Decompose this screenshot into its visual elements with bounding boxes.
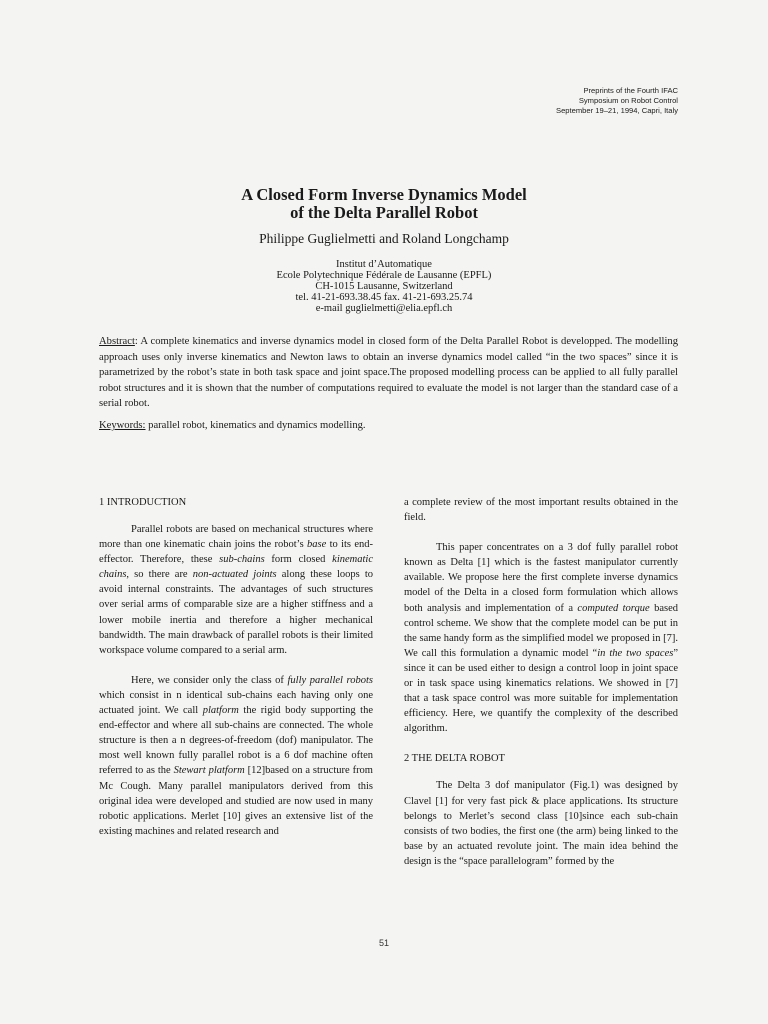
affiliation-line-3: CH-1015 Lausanne, Switzerland bbox=[315, 281, 453, 292]
keywords-label: Keywords: bbox=[99, 420, 146, 431]
intro-paragraph-3: This paper concentrates on a 3 dof fully parallel robot known as Delta [1] which is the fastest manipulator currently available. We propose here the first complete inverse dynamics model of the Delta in a closed form formulation which allows both analysis and implementation of a computed torque based control scheme. We show that the complete model can be put in the same handy form as the simplified model we proposed in [7]. We call this formulation a dynamic model “in the two spaces” since it can be used either to design a control loop in joint space or in task space using kinematics relations. We showed in [7] that a task space control was more suitable for implementation efficiency. Here, we quantify the complexity of the described algorithm. bbox=[404, 542, 678, 735]
intro-paragraph-2: Here, we consider only the class of fully parallel robots which consist in n identical sub-chains each having only one actuated joint. We call platform the rigid body supporting the end-effector and where all sub-chains are connected. The whole structure is then a n degrees-of-freedom (dof) manipulator. The most well known fully parallel robot is a 6 dof machine often referred to as the Stewart platform [12]based on a structure from Mc Cough. Many parallel manipulators derived from this original idea were developed and studied are now used in many robotic applications. Merlet [10] gives an extensive list of the existing machines and related research and bbox=[99, 674, 373, 837]
section-2-heading: 2 THE DELTA ROBOT bbox=[404, 753, 505, 765]
right-column bbox=[404, 495, 678, 869]
preprint-line-2: Symposium on Robot Control bbox=[578, 96, 678, 105]
keywords-text: parallel robot, kinematics and dynamics modelling. bbox=[145, 420, 366, 431]
delta-paragraph-1: The Delta 3 dof manipulator (Fig.1) was designed by Clavel [1] for very fast pick & place applications. Its structure belongs to Merlet’s second class [10]since each sub-chain consists of two bodies, the first one (the arm) being linked to the base by an actuated revolute joint. The main idea behind the design is the “space parallelogram” formed by the bbox=[404, 780, 678, 867]
page-number: 51 bbox=[378, 938, 389, 948]
intro-paragraph-1: Parallel robots are based on mechanical structures where more than one kinematic chain joins the robot’s base to its end-effector. Therefore, these sub-chains form closed kinematic chains, so there are non-actuated joints along these loops to avoid internal constraints. The advantages of such structures over serial arms of comparable size are a higher stiffness and a lower mobile inertia and therefore a higher mechanical bandwidth. The main drawback of parallel robots is their limited workspace volume compared to a serial arm. bbox=[99, 524, 373, 656]
preprint-line-1: Preprints of the Fourth IFAC bbox=[583, 86, 678, 95]
left-column bbox=[99, 495, 373, 839]
keywords bbox=[99, 418, 678, 433]
affiliation bbox=[0, 259, 768, 314]
section-1-heading: 1 INTRODUCTION bbox=[99, 497, 187, 508]
paper-authors: Philippe Guglielmetti and Roland Longchamp bbox=[259, 231, 509, 246]
preprint-note bbox=[556, 86, 678, 116]
abstract bbox=[99, 334, 678, 412]
paper-title bbox=[0, 186, 768, 222]
abstract-label: Abstract bbox=[99, 336, 135, 347]
intro-paragraph-2-continued: a complete review of the most important results obtained in the field. bbox=[404, 497, 678, 524]
title-line-2: of the Delta Parallel Robot bbox=[290, 203, 478, 222]
affiliation-email: e-mail guglielmetti@elia.epfl.ch bbox=[315, 303, 453, 314]
title-line-1: A Closed Form Inverse Dynamics Model bbox=[241, 185, 527, 204]
affiliation-line-4: tel. 41-21-693.38.45 fax. 41-21-693.25.74 bbox=[295, 292, 473, 303]
preprint-line-3: September 19–21, 1994, Capri, Italy bbox=[556, 106, 678, 115]
affiliation-line-2: Ecole Polytechnique Fédérale de Lausanne (EPFL) bbox=[276, 270, 492, 281]
affiliation-line-1: Institut d’Automatique bbox=[336, 259, 432, 270]
abstract-text: : A complete kinematics and inverse dynamics model in closed form of the Delta Parallel Robot is developped. The modelling approach uses only inverse kinematics and Newton laws to obtain an inverse dynamics model called “in the two spaces” since it is parametrized by the robot’s state in both task space and joint space.The proposed modelling process can be applied to all fully parallel robot structures and it is shown that the number of computations required to evaluate the model is not larger than the standard case of a serial robot. bbox=[99, 336, 678, 410]
